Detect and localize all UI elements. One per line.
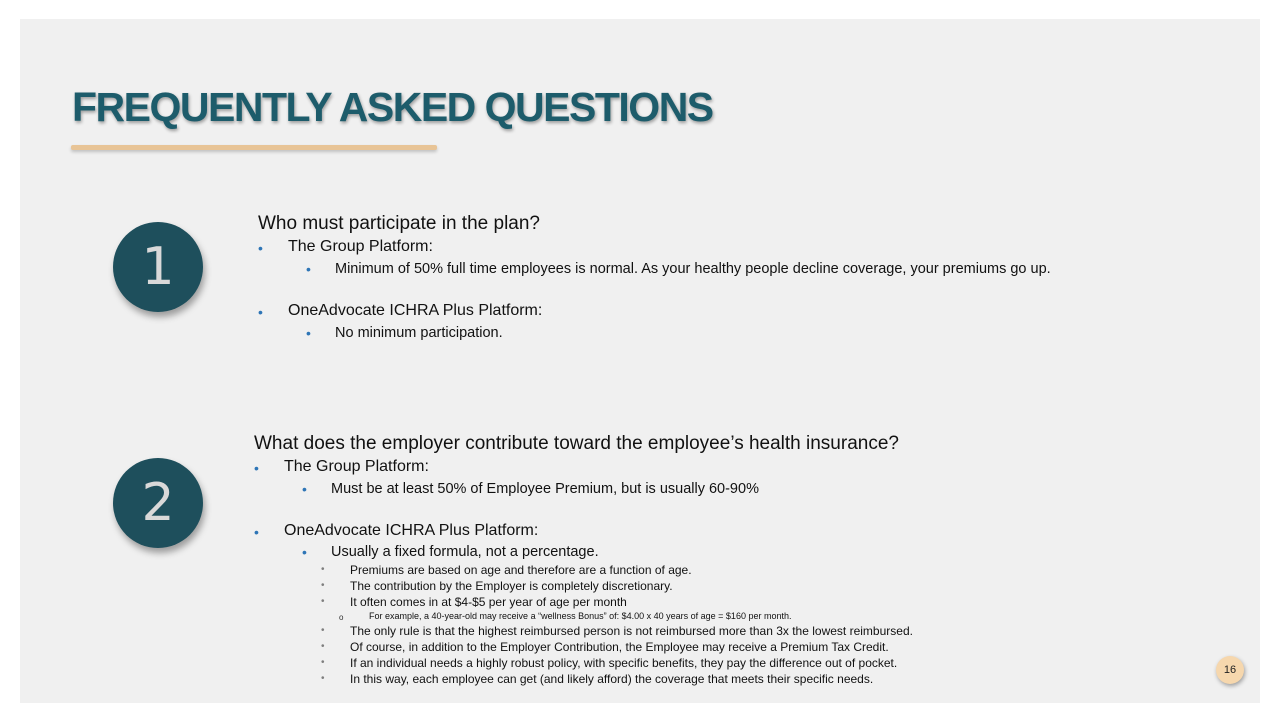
title-underline	[71, 145, 437, 150]
list-item: Of course, in addition to the Employer Contribution, the Employee may receive a Premium Tax Credit.	[350, 640, 889, 654]
list-item: The only rule is that the highest reimbursed person is not reimbursed more than 3x the lowest reimbursed.	[350, 624, 913, 638]
bullet-icon: •	[321, 596, 325, 607]
sub-bullet-icon: o	[339, 613, 344, 622]
list-item: Premiums are based on age and therefore are a function of age.	[350, 563, 692, 577]
list-item: If an individual needs a highly robust policy, with specific benefits, they pay the difference out of pocket.	[350, 656, 898, 670]
faq1-ichra-detail: No minimum participation.	[335, 325, 503, 341]
bullet-icon: •	[302, 544, 307, 560]
bullet-icon: •	[258, 304, 263, 320]
list-item: The contribution by the Employer is completely discretionary.	[350, 579, 673, 593]
bullet-icon: •	[321, 673, 325, 684]
faq2-question: What does the employer contribute toward the employee’s health insurance?	[254, 433, 899, 454]
bullet-icon: •	[321, 564, 325, 575]
faq2-group-label: The Group Platform:	[284, 458, 429, 475]
bullet-icon: •	[254, 524, 259, 540]
example-item: For example, a 40-year-old may receive a “wellness Bonus” of: $4.00 x 40 years of age = $160 per month.	[369, 611, 792, 621]
bullet-icon: •	[321, 657, 325, 668]
page-number-badge: 16	[1216, 656, 1244, 684]
bullet-icon: •	[254, 460, 259, 476]
faq2-ichra-label: OneAdvocate ICHRA Plus Platform:	[284, 522, 539, 539]
list-item: It often comes in at $4-$5 per year of age per month	[350, 595, 627, 609]
faq1-group-detail: Minimum of 50% full time employees is normal. As your healthy people decline coverage, your premiums go up.	[335, 261, 1051, 277]
faq1-question: Who must participate in the plan?	[258, 213, 540, 234]
bullet-icon: •	[302, 481, 307, 497]
bullet-icon: •	[306, 261, 311, 277]
faq2-group-detail: Must be at least 50% of Employee Premium, but is usually 60-90%	[331, 481, 759, 497]
page-title: FREQUENTLY ASKED QUESTIONS	[72, 84, 713, 130]
faq1-group-label: The Group Platform:	[288, 238, 433, 255]
bullet-icon: •	[306, 325, 311, 341]
faq-number-badge-1: 1	[113, 222, 203, 312]
bullet-icon: •	[321, 625, 325, 636]
bullet-icon: •	[321, 580, 325, 591]
faq-number-badge-2: 2	[113, 458, 203, 548]
faq2-ichra-detail: Usually a fixed formula, not a percentage.	[331, 544, 599, 560]
bullet-icon: •	[321, 641, 325, 652]
faq1-ichra-label: OneAdvocate ICHRA Plus Platform:	[288, 302, 543, 319]
bullet-icon: •	[258, 240, 263, 256]
list-item: In this way, each employee can get (and likely afford) the coverage that meets their specific needs.	[350, 672, 874, 686]
